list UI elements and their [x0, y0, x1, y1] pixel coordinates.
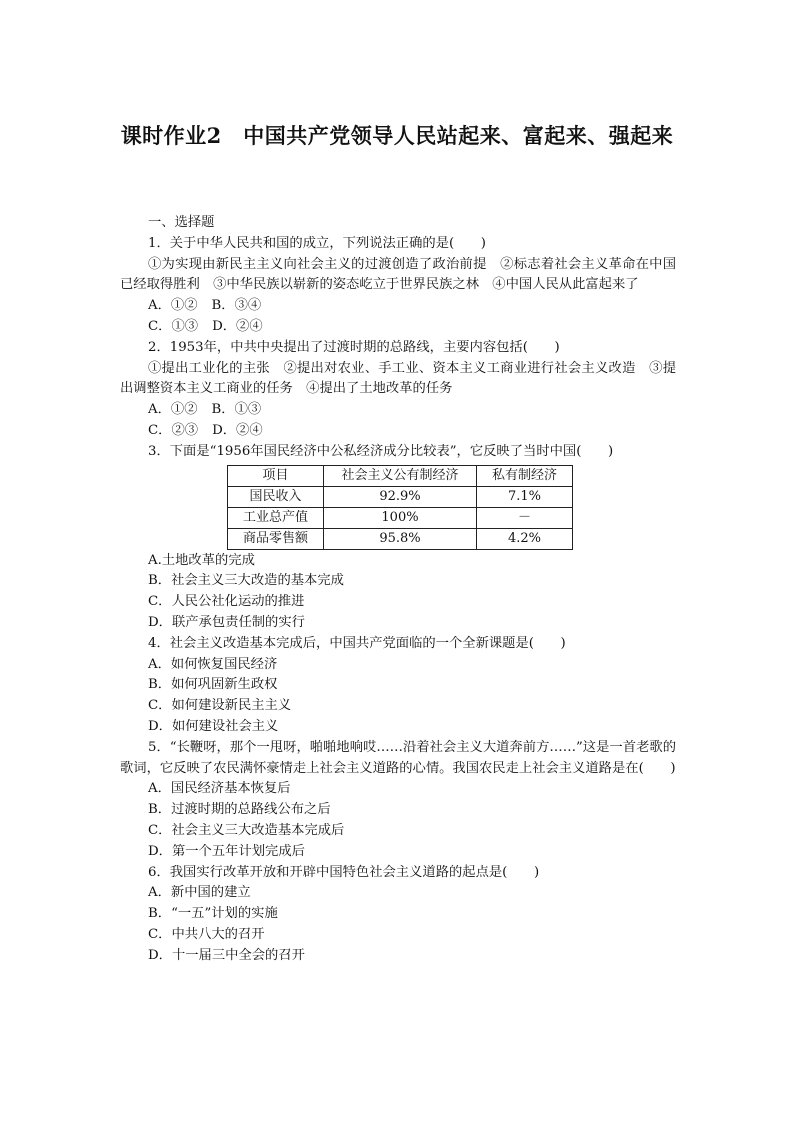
question-2-statements: ①提出工业化的主张 ②提出对农业、手工业、资本主义工商业进行社会主义改造 ③提出调整资本主义工商业的任务 ④提出了土地改革的任务 — [120, 360, 676, 397]
table-cell: 4.2% — [477, 528, 573, 549]
question-5-option-a[interactable]: A．国民经济基本恢复后 — [148, 781, 291, 797]
question-3-option-b[interactable]: B．社会主义三大改造的基本完成 — [148, 573, 344, 589]
question-4-option-b[interactable]: B．如何巩固新生政权 — [148, 677, 278, 693]
economy-comparison-table — [227, 465, 573, 550]
question-3-option-a[interactable]: A.土地改革的完成 — [148, 552, 255, 568]
question-5-option-c[interactable]: C．社会主义三大改造基本完成后 — [148, 822, 345, 838]
question-1-statements: ①为实现由新民主主义向社会主义的过渡创造了政治前提 ②标志着社会主义革命在中国已经取得胜利 ③中华民族以崭新的姿态屹立于世界民族之林 ④中国人民从此富起来了 — [120, 256, 676, 293]
question-2-option-b[interactable]: B．①③ — [211, 402, 262, 418]
question-1-options-row-2 — [120, 317, 676, 338]
table-header-cell: 私有制经济 — [477, 465, 573, 486]
table-cell: 国民收入 — [228, 486, 324, 507]
question-4-stem: 4．社会主义改造基本完成后，中国共产党面临的一个全新课题是( ) — [148, 635, 566, 651]
table-cell: － — [477, 507, 573, 528]
question-2-stem: 2．1953年，中共中央提出了过渡时期的总路线，主要内容包括( ) — [148, 339, 560, 355]
question-2-option-d[interactable]: D．②④ — [212, 422, 263, 438]
question-3-option-c[interactable]: C．人民公社化运动的推进 — [148, 594, 305, 610]
table-cell: 商品零售额 — [228, 528, 324, 549]
question-5-stem: 5．“长鞭呀，那个一甩呀，啪啪地响哎……沿着社会主义大道奔前方……”这是一首老歌的歌词，它反映了农民满怀豪情走上社会主义道路的心情。我国农民走上社会主义道路是在( ) — [120, 739, 676, 776]
question-2-options-row-1 — [120, 400, 676, 421]
question-3-option-d[interactable]: D．联产承包责任制的实行 — [148, 614, 305, 630]
question-4-option-a[interactable]: A．如何恢复国民经济 — [148, 656, 278, 672]
table-header-cell: 社会主义公有制经济 — [324, 465, 477, 486]
table-row — [228, 528, 573, 549]
question-6-option-b[interactable]: B．“一五”计划的实施 — [148, 906, 278, 922]
question-6-option-a[interactable]: A．新中国的建立 — [148, 885, 251, 901]
table-cell: 100% — [324, 507, 477, 528]
table-row — [228, 486, 573, 507]
table-cell: 工业总产值 — [228, 507, 324, 528]
table-cell: 92.9% — [324, 486, 477, 507]
question-2-option-c[interactable]: C．②③ — [148, 422, 199, 438]
table-row — [228, 507, 573, 528]
question-1-stem: 1．关于中华人民共和国的成立，下列说法正确的是( ) — [148, 235, 486, 251]
table-cell: 7.1% — [477, 486, 573, 507]
question-2-option-a[interactable]: A．①② — [148, 402, 198, 418]
question-1-option-a[interactable]: A．①② — [148, 298, 198, 314]
question-list — [120, 213, 676, 967]
question-6-option-c[interactable]: C．中共八大的召开 — [148, 926, 265, 942]
question-1-options-row-1 — [120, 296, 676, 317]
question-5-option-d[interactable]: D．第一个五年计划完成后 — [148, 843, 305, 859]
question-1-option-d[interactable]: D．②④ — [212, 318, 263, 334]
question-4-option-c[interactable]: C．如何建设新民主主义 — [148, 698, 292, 714]
question-1-option-c[interactable]: C．①③ — [148, 318, 199, 334]
question-4-option-d[interactable]: D．如何建设社会主义 — [148, 718, 279, 734]
question-6-stem: 6．我国实行改革开放和开辟中国特色社会主义道路的起点是( ) — [148, 864, 540, 880]
question-2-options-row-2 — [120, 421, 676, 442]
question-3-stem: 3．下面是“1956年国民经济中公私经济成分比较表”，它反映了当时中国( ) — [148, 443, 614, 459]
table-header-row — [228, 465, 573, 486]
table-cell: 95.8% — [324, 528, 477, 549]
question-6-option-d[interactable]: D．十一届三中全会的召开 — [148, 947, 305, 963]
table-header-cell: 项目 — [228, 465, 324, 486]
page-title: 课时作业2 中国共产党领导人民站起来、富起来、强起来 — [120, 123, 674, 148]
section-heading: 一、选择题 — [148, 215, 215, 230]
question-1-option-b[interactable]: B．③④ — [211, 298, 262, 314]
question-5-option-b[interactable]: B．过渡时期的总路线公布之后 — [148, 802, 331, 818]
